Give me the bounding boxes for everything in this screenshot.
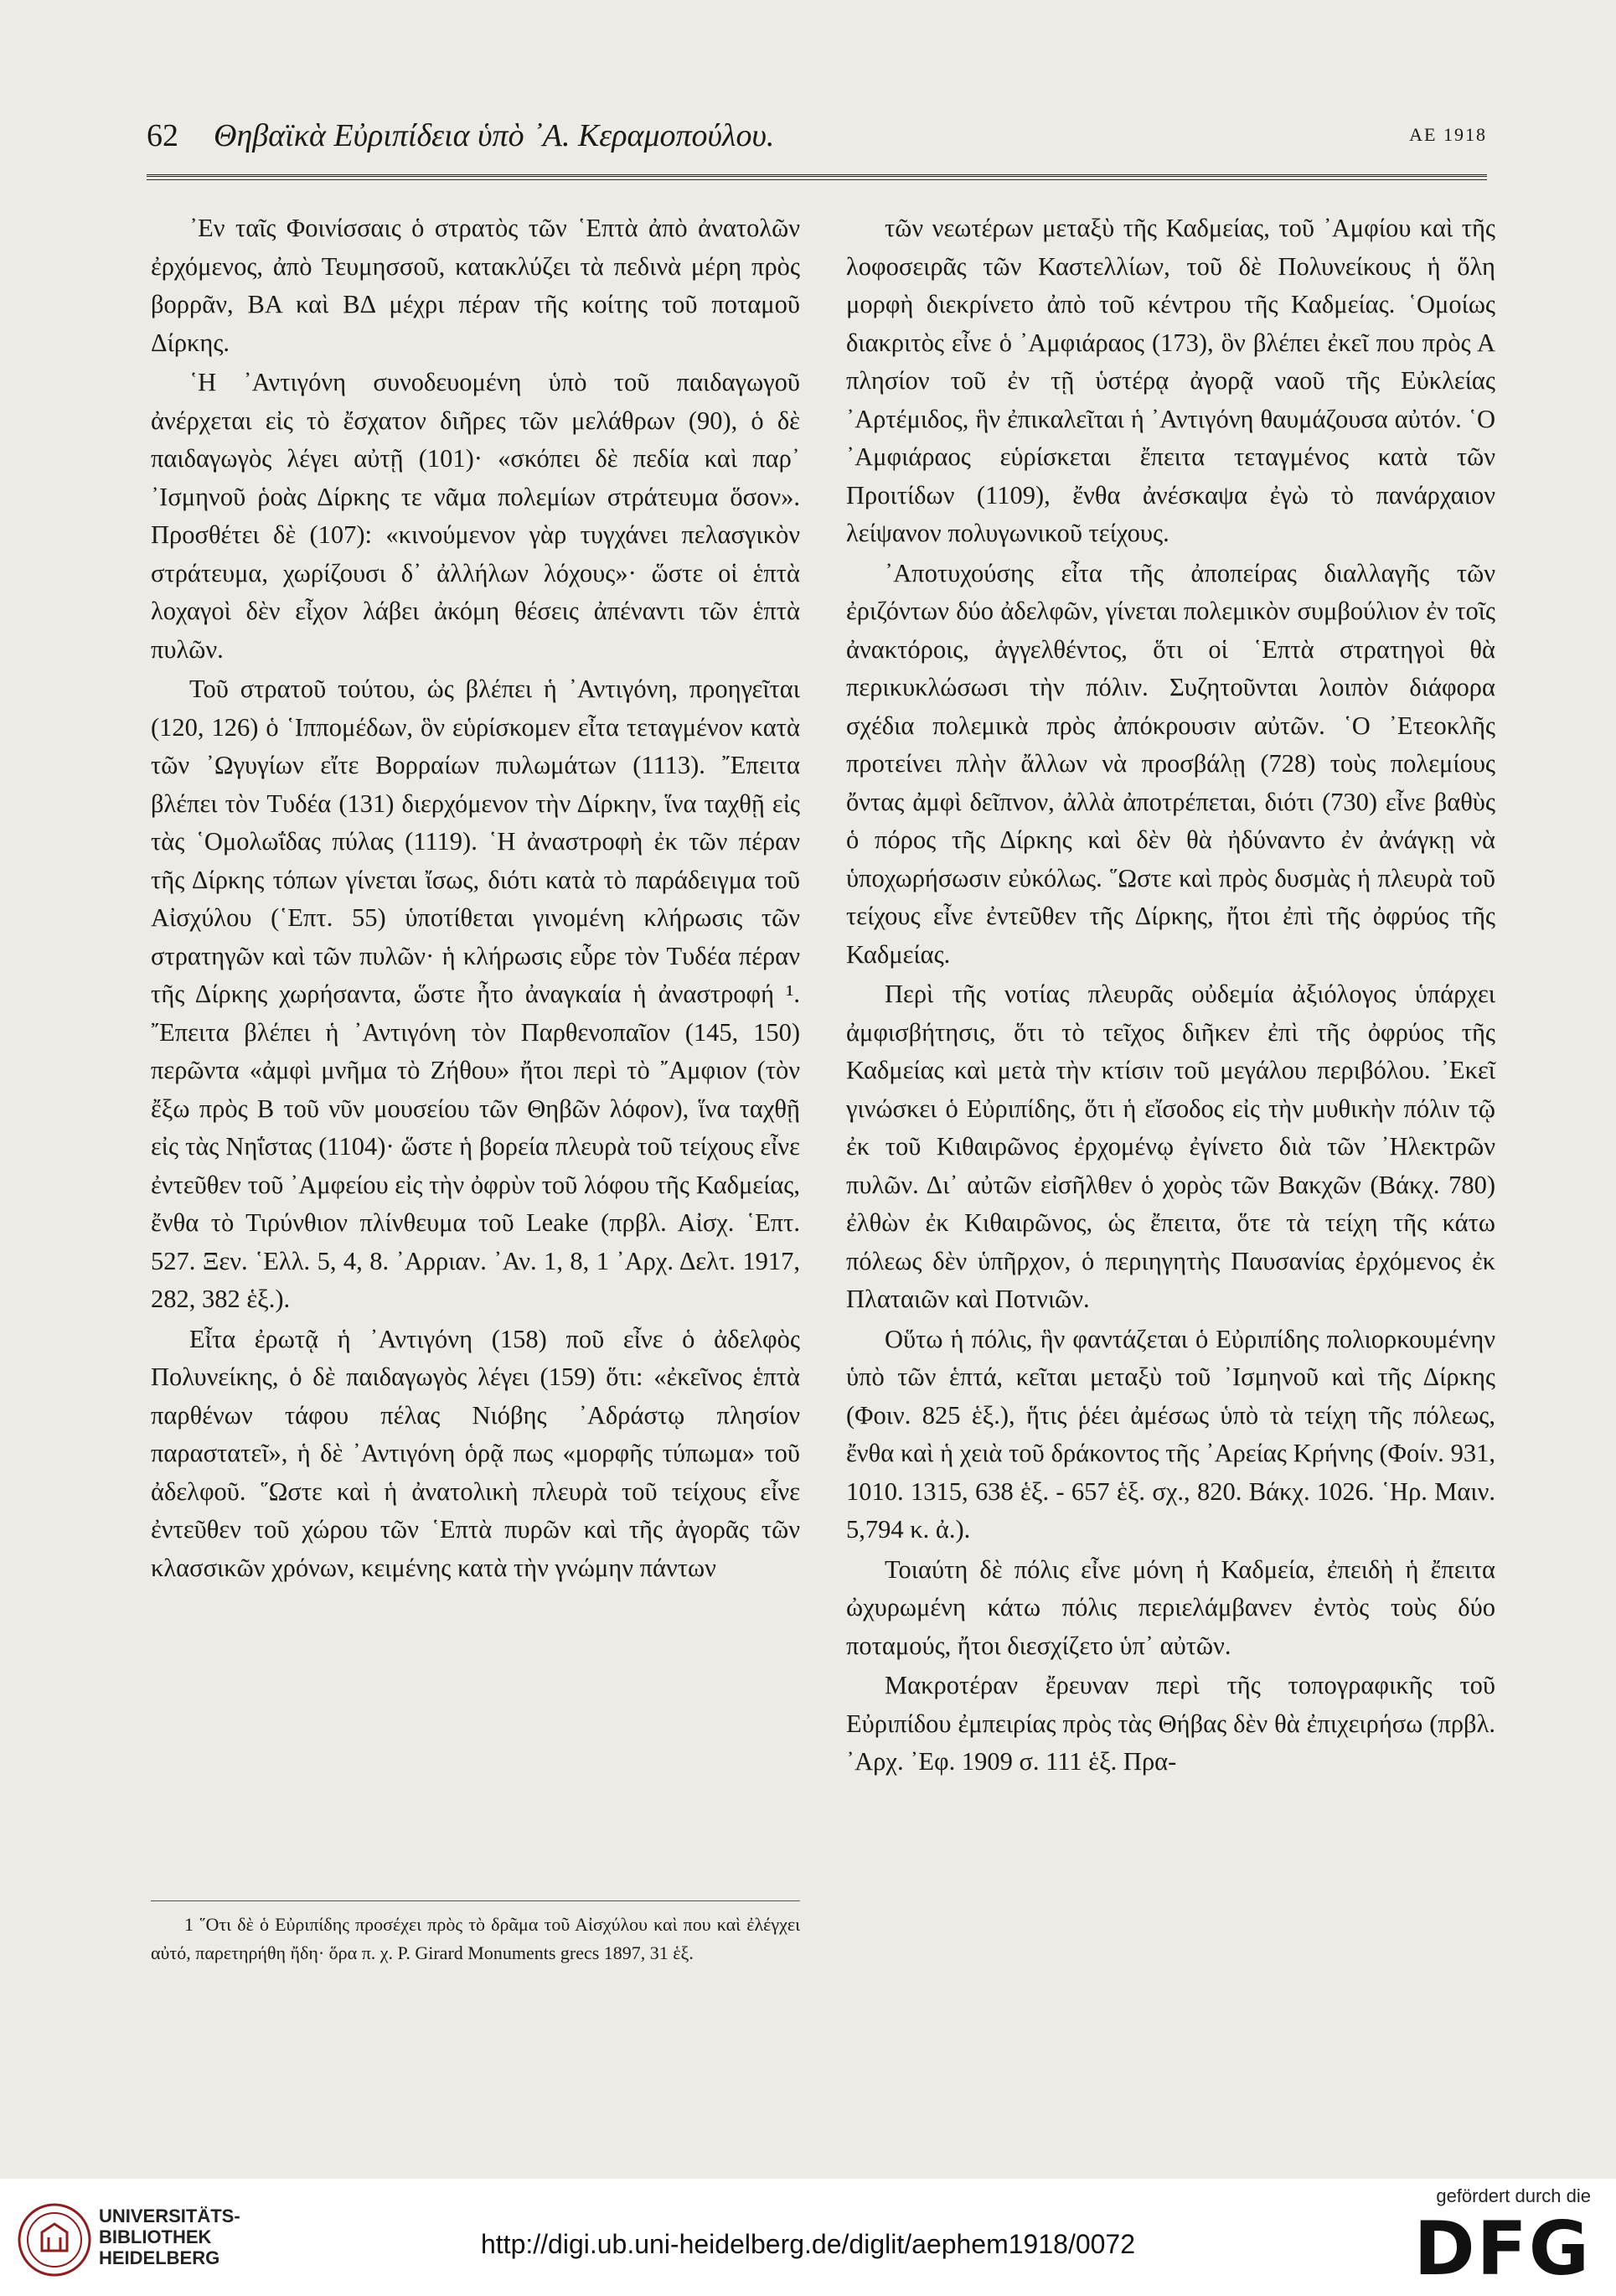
page-number: 62 [147,118,178,153]
footnote-rule [151,1900,800,1901]
funding-text: gefördert durch die [1436,2185,1591,2206]
running-title: Θηβαϊκὰ Εὐριπίδεια ὑπὸ ᾽Α. Κεραμοπούλου. [214,118,775,153]
paragraph: ᾽Εν ταῖς Φοινίσσαις ὁ στρατὸς τῶν ῾Επτὰ ἀπὸ ἀνατολῶν ἐρχόμενος, ἀπὸ Τευμησσοῦ, κατακλύζει τὰ πεδινὰ μέρη πρὸς βορρᾶν, ΒΑ καὶ ΒΔ μέχρι πέραν τῆς κοίτης τοῦ ποταμοῦ Δίρκης. [151,214,800,357]
permalink-url[interactable]: http://digi.ub.uni-heidelberg.de/diglit/aephem1918/0072 [480,2229,1136,2259]
page-header [147,117,1487,168]
right-column [846,209,1495,1781]
paragraph: Μακροτέραν ἔρευναν περὶ τῆς τοπογραφικῆς τοῦ Εὐριπίδου ἐμπειρίας πρὸς τὰς Θήβας δὲν θὰ ἐπιχειρήσω (πρβλ. ᾽Αρχ. ᾽Εφ. 1909 σ. 111 ἑξ. Πρα- [846,1671,1495,1776]
library-name-line: BIBLIOTHEK [99,2226,212,2247]
journal-reference: AE 1918 [1409,124,1487,145]
header-rule [147,174,1487,177]
paragraph: τῶν νεωτέρων μεταξὺ τῆς Καδμείας, τοῦ ᾽Αμφίου καὶ τῆς λοφοσειρᾶς τῶν Καστελλίων, τοῦ δὲ Πολυνείκους ἡ ὅλη μορφὴ διεκρίνετο ἀπὸ τοῦ κέντρου τῆς Καδμείας. ῾Ομοίως διακριτὸς εἶνε ὁ ᾽Αμφιάραος (173), ὃν βλέπει ἐκεῖ που πρὸς Α πλησίον τοῦ ἐν τῇ ὑστέρᾳ ἀγορᾷ ναοῦ τῆς Εὐκλείας ᾽Αρτέμιδος, ἣν ἐπικαλεῖται ἡ ᾽Αντιγόνη θαυμάζουσα αὐτόν. ῾Ο ᾽Αμφιάραος εὑρίσκεται ἔπειτα τεταγμένος κατὰ τῶν Προιτίδων (1109), ἔνθα ἀνέσκαψα ἐγὼ τὸ πανάρχαιον λείψανον πολυγωνικοῦ τείχους. [846,214,1495,547]
library-name-line: HEIDELBERG [99,2247,220,2268]
header-rule-thin [147,179,1487,180]
footnote [151,1911,800,1968]
library-name-line: UNIVERSITÄTS- [99,2206,240,2226]
paragraph: Περὶ τῆς νοτίας πλευρᾶς οὐδεμία ἀξιόλογος ὑπάρχει ἀμφισβήτησις, ὅτι τὸ τεῖχος διῆκεν ἐπὶ τῆς ὀφρύος τῆς Καδμείας καὶ μετὰ τὴν κτίσιν τοῦ μεγάλου περιβόλου. ᾽Εκεῖ γινώσκει ὁ Εὐριπίδης, ὅτι ἡ εἴσοδος εἰς τὴν μυθικὴν πόλιν τῷ ἐκ τοῦ Κιθαιρῶνος ἐρχομένῳ ἐγίνετο διὰ τῶν ᾽Ηλεκτρῶν πυλῶν. Δι᾽ αὐτῶν εἰσῆλθεν ὁ χορὸς τῶν Βακχῶν (Βάκχ. 780) ἐλθὼν ἐκ Κιθαιρῶνος, ὡς ἔπειτα, ὅτε τὰ τείχη τῆς κάτω πόλεως δὲν ὑπῆρχον, ὁ περιηγητὴς Παυσανίας ἐρχόμενος ἐκ Πλαταιῶν καὶ Ποτνιῶν. [846,980,1495,1313]
paragraph: Τοιαύτη δὲ πόλις εἶνε μόνη ἡ Καδμεία, ἐπειδὴ ἡ ἔπειτα ὠχυρωμένη κάτω πόλις περιελάμβανεν ἐντὸς τοὺς δύο ποταμούς, ἤτοι διεσχίζετο ὑπ᾽ αὐτῶν. [846,1554,1495,1660]
paragraph: Οὕτω ἡ πόλις, ἣν φαντάζεται ὁ Εὐριπίδης πολιορκουμένην ὑπὸ τῶν ἑπτά, κεῖται μεταξὺ τοῦ ᾽Ισμηνοῦ καὶ τῆς Δίρκης (Φοιν. 825 ἑξ.), ἥτις ῥέει ἀμέσως ὑπὸ τὰ τείχη τῆς πόλεως, ἔνθα καὶ ἡ χειὰ τοῦ δράκοντος τῆς ᾽Αρείας Κρήνης (Φοίν. 931, 1010. 1315, 638 ἑξ. - 657 ἑξ. σχ., 820. Βάκχ. 1026. ῾Ηρ. Μαιν. 5,794 κ. ἀ.). [846,1324,1495,1544]
paragraph: ῾Η ᾽Αντιγόνη συνοδευομένη ὑπὸ τοῦ παιδαγωγοῦ ἀνέρχεται εἰς τὸ ἔσχατον διῆρες τῶν μελάθρων (90), ὁ δὲ παιδαγωγὸς λέγει αὐτῇ (101)· «σκόπει δὲ πεδία καὶ παρ᾽ ᾽Ισμηνοῦ ῥοὰς Δίρκης τε νᾶμα πολεμίων στράτευμα ὅσον». Προσθέτει δὲ (107): «κινούμενον γὰρ τυγχάνει πελασγικὸν στράτευμα, χωρίζουσι δ᾽ ἀλλήλων λόχους»· ὥστε οἱ ἑπτὰ λοχαγοὶ δὲν εἶχον λάβει ἀκόμη θέσεις ἀπέναντι τῶν ἑπτὰ πυλῶν. [151,368,800,664]
footnote-text: 1 ῞Οτι δὲ ὁ Εὐριπίδης προσέχει πρὸς τὸ δρᾶμα τοῦ Αἰσχύλου καὶ που καὶ ἐλέγχει αὐτό, παρετηρήθη ἤδη· ὅρα π. χ. P. Girard Monuments grecs 1897, 31 ἑξ. [151,1914,800,1963]
left-column [151,209,800,1587]
paragraph: ᾽Αποτυχούσης εἶτα τῆς ἀποπείρας διαλλαγῆς τῶν ἐριζόντων δύο ἀδελφῶν, γίνεται πολεμικὸν συμβούλιον ἐν τοῖς ἀνακτόροις, ἀγγελθέντος, ὅτι οἱ ῾Επτὰ στρατηγοὶ θὰ περικυκλώσωσι τὴν πόλιν. Συζητοῦνται λοιπὸν διάφορα σχέδια πολεμικὰ πρὸς ἀπόκρουσιν αὐτῶν. ῾Ο ᾽Ετεοκλῆς προτείνει πλὴν ἄλλων νὰ προσβάλῃ (728) τοὺς πολεμίους ὄντας ἀμφὶ δεῖπνον, ἀλλὰ ἀποτρέπεται, διότι (730) εἶνε βαθὺς ὁ πόρος τῆς Δίρκης καὶ δὲν θὰ ἠδύναντο ἐν ἀνάγκῃ νὰ ὑποχωρήσωσιν εὐκόλως. ῞Ωστε καὶ πρὸς δυσμὰς ἡ πλευρὰ τοῦ τείχους εἶνε ἐντεῦθεν τῆς Δίρκης, ἤτοι ἐπὶ τῆς ὀφρύος τῆς Καδμείας. [846,558,1495,969]
paragraph: Τοῦ στρατοῦ τούτου, ὡς βλέπει ἡ ᾽Αντιγόνη, προηγεῖται (120, 126) ὁ ῾Ιππομέδων, ὃν εὑρίσκομεν εἶτα τεταγμένον κατὰ τῶν ᾽Ωγυγίων εἴτε Βορραίων πυλωμάτων (1113). ῎Επειτα βλέπει τὸν Τυδέα (131) διερχόμενον τὴν Δίρκην, ἵνα ταχθῇ εἰς τὰς ῾Ομολωΐδας πύλας (1119). ῾Η ἀναστροφὴ ἐκ τῶν πέραν τῆς Δίρκης τόπων γίνεται ἴσως, διότι κατὰ τὸ παράδειγμα τοῦ Αἰσχύλου (῾Επτ. 55) ὑποτίθεται γινομένη κλήρωσις τῶν στρατηγῶν καὶ τῶν πυλῶν· ἡ κλήρωσις εὗρε τὸν Τυδέα πέραν τῆς Δίρκης χωρήσαντα, ὥστε ἦτο ἀναγκαία ἡ ἀναστροφή ¹. ῎Επειτα βλέπει ἡ ᾽Αντιγόνη τὸν Παρθενοπαῖον (145, 150) περῶντα «ἀμφὶ μνῆμα τὸ Ζήθου» ἤτοι περὶ τὸ ῎Αμφιον (τὸν ἔξω πρὸς Β τοῦ νῦν μουσείου τῶν Θηβῶν λόφον), ἵνα ταχθῇ εἰς τὰς Νηΐστας (1104)· ὥστε ἡ βορεία πλευρὰ τοῦ τείχους εἶνε ἐντεῦθεν τοῦ ᾽Αμφείου εἰς τὴν ὀφρὺν τοῦ λόφου τῆς Καδμείας, ἔνθα τὸ Τιρύνθιον πλίνθευμα τοῦ Leake (πρβλ. Αἰσχ. ῾Επτ. 527. Ξεν. ῾Ελλ. 5, 4, 8. ᾽Αρριαν. ᾽Αν. 1, 8, 1 ᾽Αρχ. Δελτ. 1917, 282, 382 ἑξ.). [151,675,800,1313]
dfg-logo: DFG [1413,2206,1591,2292]
paragraph: Εἶτα ἐρωτᾷ ἡ ᾽Αντιγόνη (158) ποῦ εἶνε ὁ ἀδελφὸς Πολυνείκης, ὁ δὲ παιδαγωγὸς λέγει (159) ὅτι: «ἐκεῖνος ἑπτὰ παρθένων τάφου πέλας Νιόβης ᾽Αδράστῳ πλησίον παραστατεῖ», ἡ δὲ ᾽Αντιγόνη ὁρᾷ πως «μορφῆς τύπωμα» τοῦ ἀδελφοῦ. ῞Ωστε καὶ ἡ ἀνατολικὴ πλευρὰ τοῦ τείχους εἶνε ἐντεῦθεν τοῦ χώρου τῶν ῾Επτὰ πυρῶν καὶ τῆς ἀγορᾶς τῶν κλασσικῶν χρόνων, κειμένης κατὰ τὴν γνώμην πάντων [151,1324,800,1582]
